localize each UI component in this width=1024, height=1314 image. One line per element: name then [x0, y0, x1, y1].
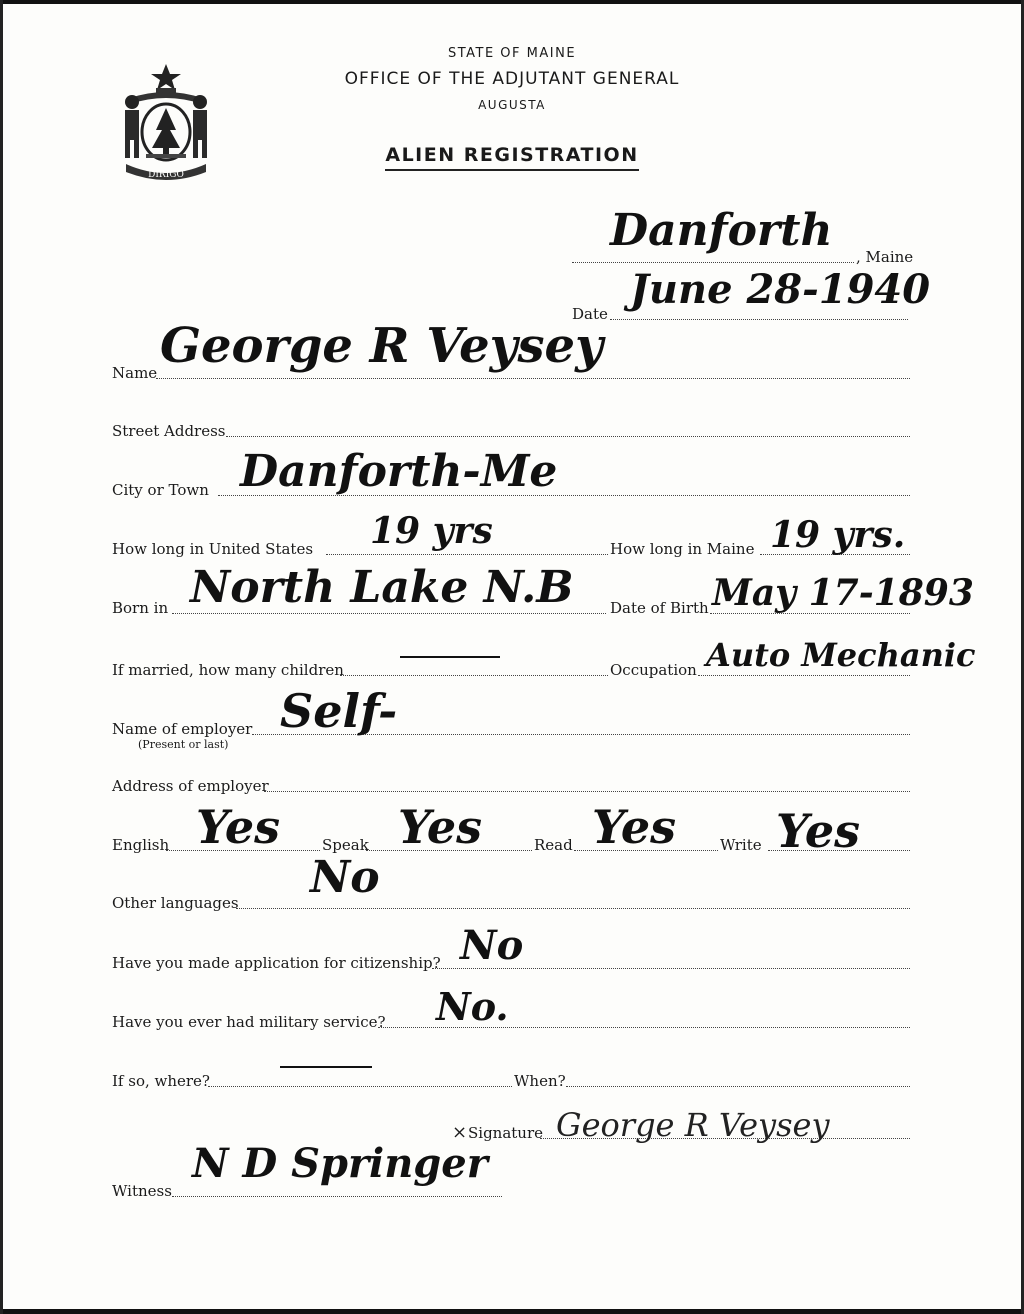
svg-text:DIRIGO: DIRIGO	[148, 170, 184, 180]
occupation-line	[698, 675, 910, 676]
citizenship-entry: No	[460, 922, 524, 969]
employer-note: (Present or last)	[138, 738, 229, 751]
maine-label: , Maine	[856, 248, 914, 266]
employer-label: Name of employer	[112, 720, 253, 738]
name-label: Name	[112, 364, 158, 382]
how-long-maine-label: How long in Maine	[610, 540, 755, 558]
scan-border-bottom	[0, 1309, 1024, 1314]
employer-address-line	[264, 791, 910, 792]
header-city: AUGUSTA	[478, 98, 546, 112]
speak-label: Speak	[322, 836, 369, 854]
date-line	[610, 319, 908, 320]
married-label: If married, how many children	[112, 661, 344, 679]
street-line	[226, 436, 910, 437]
signature-label: Signature	[468, 1124, 544, 1142]
when-label: When?	[514, 1072, 566, 1090]
signature-mark: ×	[452, 1122, 468, 1143]
how-long-us-entry: 19 yrs	[370, 510, 493, 552]
form-title: ALIEN REGISTRATION	[0, 144, 1024, 166]
city-entry: Danforth-Me	[240, 446, 558, 497]
witness-line	[172, 1196, 502, 1197]
header-office: OFFICE OF THE ADJUTANT GENERAL	[344, 69, 680, 89]
speak-entry: Yes	[398, 800, 483, 854]
where-line	[208, 1086, 512, 1087]
name-line	[156, 378, 910, 379]
dob-entry: May 17-1893	[712, 572, 974, 614]
how-long-us-label: How long in United States	[112, 540, 314, 558]
employer-address-label: Address of employer	[112, 777, 269, 795]
born-in-line	[172, 613, 606, 614]
other-languages-line	[236, 908, 910, 909]
street-label: Street Address	[112, 422, 226, 440]
read-entry: Yes	[592, 800, 677, 854]
military-entry: No.	[436, 984, 509, 1029]
citizenship-label: Have you made application for citizenship?	[112, 954, 441, 972]
born-in-entry: North Lake N.B	[190, 562, 574, 613]
where-entry-dash	[280, 1066, 372, 1068]
signature-entry: George R Veysey	[556, 1106, 830, 1144]
scan-border-top	[0, 0, 1024, 4]
scan-border-left	[0, 0, 3, 1314]
witness-entry: N D Springer	[192, 1140, 488, 1187]
born-in-label: Born in	[112, 599, 169, 617]
town-entry: Danforth	[610, 205, 833, 256]
employer-entry: Self-	[280, 684, 398, 738]
other-languages-entry: No	[310, 852, 380, 903]
witness-label: Witness	[112, 1182, 172, 1200]
header-state: STATE OF MAINE	[447, 46, 577, 61]
english-label: English	[112, 836, 170, 854]
military-label: Have you ever had military service?	[112, 1013, 386, 1031]
city-label: City or Town	[112, 481, 209, 499]
occupation-label: Occupation	[610, 661, 697, 679]
date-label: Date	[572, 305, 608, 323]
name-entry: George R Veysey	[160, 318, 603, 374]
read-label: Read	[534, 836, 573, 854]
date-entry: June 28-1940	[630, 266, 931, 313]
town-line	[572, 262, 854, 263]
write-entry: Yes	[776, 804, 861, 858]
when-line	[566, 1086, 910, 1087]
write-label: Write	[720, 836, 762, 854]
dob-label: Date of Birth	[610, 599, 709, 617]
how-long-us-line	[326, 554, 608, 555]
other-languages-label: Other languages	[112, 894, 239, 912]
english-entry: Yes	[196, 800, 281, 854]
married-line	[340, 675, 608, 676]
occupation-entry: Auto Mechanic	[706, 636, 976, 674]
how-long-maine-entry: 19 yrs.	[770, 514, 906, 556]
where-label: If so, where?	[112, 1072, 210, 1090]
married-entry-dash	[400, 656, 500, 658]
